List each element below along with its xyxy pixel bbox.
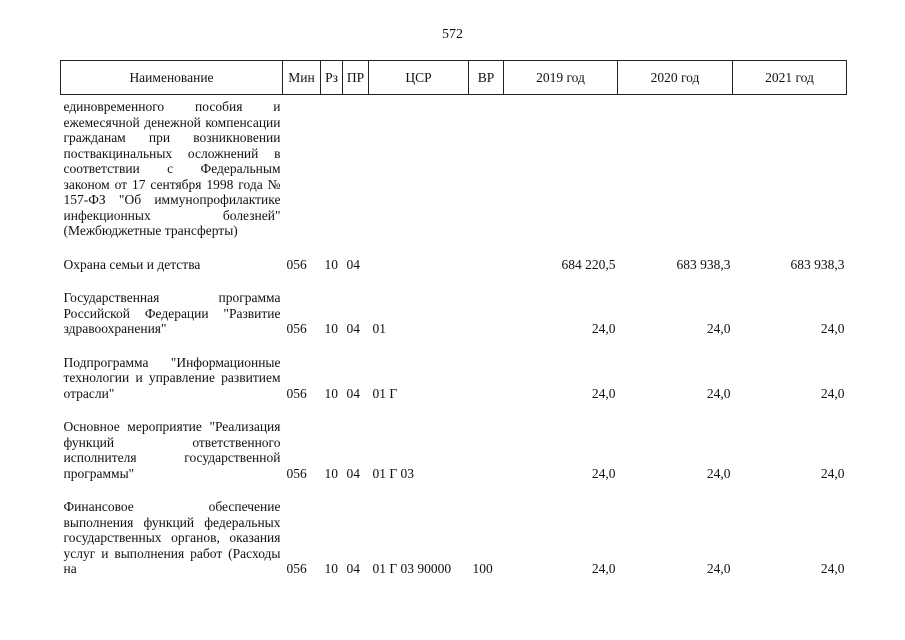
row-rz bbox=[321, 95, 343, 239]
row-min: 056 bbox=[286, 465, 307, 481]
row-pr: 04 bbox=[346, 321, 360, 336]
row-2020: 24,0 bbox=[706, 385, 731, 401]
row-2019: 684 220,5 bbox=[561, 256, 616, 272]
row-2019: 24,0 bbox=[591, 465, 616, 481]
row-name: Подпрограмма "Информационные технологии и управление развитием отрасли" bbox=[63, 354, 281, 401]
row-pr bbox=[343, 95, 369, 239]
row-2020: 24,0 bbox=[706, 561, 731, 576]
table-row bbox=[61, 272, 847, 337]
page-number: 572 bbox=[442, 27, 463, 42]
row-vr bbox=[469, 239, 504, 273]
row-rz: 10 bbox=[324, 385, 338, 401]
header-min: Мин bbox=[283, 61, 321, 95]
row-2020: 24,0 bbox=[706, 321, 731, 336]
row-min: 056 bbox=[286, 561, 307, 576]
row-vr bbox=[469, 272, 504, 337]
row-2019 bbox=[504, 95, 618, 239]
row-2021: 24,0 bbox=[820, 321, 845, 336]
header-2019: 2019 год bbox=[504, 61, 618, 95]
table-row bbox=[61, 401, 847, 481]
table-row bbox=[61, 481, 847, 577]
header-vr: ВР bbox=[469, 61, 504, 95]
row-name: Основное мероприятие "Реализация функций ответственного исполнителя государственной программы" bbox=[63, 419, 281, 481]
row-name: Охрана семьи и детства bbox=[63, 256, 201, 272]
row-csr: 01 Г bbox=[372, 385, 398, 401]
row-rz: 10 bbox=[324, 465, 338, 481]
header-rz: Рз bbox=[321, 61, 343, 95]
row-pr: 04 bbox=[346, 465, 360, 481]
row-vr bbox=[469, 401, 504, 481]
row-vr bbox=[469, 337, 504, 402]
row-rz: 10 bbox=[324, 321, 338, 336]
row-2021: 24,0 bbox=[820, 465, 845, 481]
row-2021: 24,0 bbox=[820, 561, 845, 576]
row-csr bbox=[369, 95, 469, 239]
budget-table bbox=[60, 60, 847, 577]
row-min: 056 bbox=[286, 321, 307, 336]
row-vr bbox=[469, 95, 504, 239]
row-2019: 24,0 bbox=[591, 321, 616, 336]
row-csr: 01 Г 03 90000 bbox=[372, 561, 452, 576]
row-pr: 04 bbox=[346, 256, 360, 272]
header-2021: 2021 год bbox=[733, 61, 847, 95]
table-row bbox=[61, 95, 847, 239]
row-2021 bbox=[733, 95, 847, 239]
row-2020: 24,0 bbox=[706, 465, 731, 481]
row-rz: 10 bbox=[324, 256, 338, 272]
header-2020: 2020 год bbox=[618, 61, 733, 95]
header-name: Наименование bbox=[61, 61, 283, 95]
row-csr bbox=[369, 239, 469, 273]
row-name: Государственная программа Российской Федерации "Развитие здравоохранения" bbox=[63, 290, 281, 336]
row-2021: 24,0 bbox=[820, 385, 845, 401]
table-row bbox=[61, 239, 847, 273]
row-2020: 683 938,3 bbox=[676, 256, 731, 272]
row-min bbox=[283, 95, 321, 239]
row-min: 056 bbox=[286, 256, 307, 272]
table-header-row bbox=[61, 61, 847, 95]
row-pr: 04 bbox=[346, 385, 360, 401]
table-row bbox=[61, 337, 847, 402]
row-vr: 100 bbox=[472, 561, 493, 576]
row-min: 056 bbox=[286, 385, 307, 401]
row-pr: 04 bbox=[346, 561, 360, 576]
row-name: единовременного пособия и ежемесячной денежной компенсации гражданам при возникновении поствакцинальных осложнений в соответствии с Федеральным законом от 17 сентября 1998 года № 157-ФЗ "Об иммунопрофилактике инфекционных болезней" (Межбюджетные трансферты) bbox=[63, 99, 281, 238]
row-rz: 10 bbox=[324, 561, 338, 576]
row-name: Финансовое обеспечение выполнения функций федеральных государственных органов, оказания услуг и выполнения работ (Расходы на bbox=[63, 499, 281, 576]
row-csr: 01 bbox=[372, 321, 386, 336]
row-2021: 683 938,3 bbox=[790, 256, 845, 272]
header-pr: ПР bbox=[343, 61, 369, 95]
row-csr: 01 Г 03 bbox=[372, 465, 415, 481]
row-2019: 24,0 bbox=[591, 385, 616, 401]
header-csr: ЦСР bbox=[369, 61, 469, 95]
row-2019: 24,0 bbox=[591, 561, 616, 576]
row-2020 bbox=[618, 95, 733, 239]
